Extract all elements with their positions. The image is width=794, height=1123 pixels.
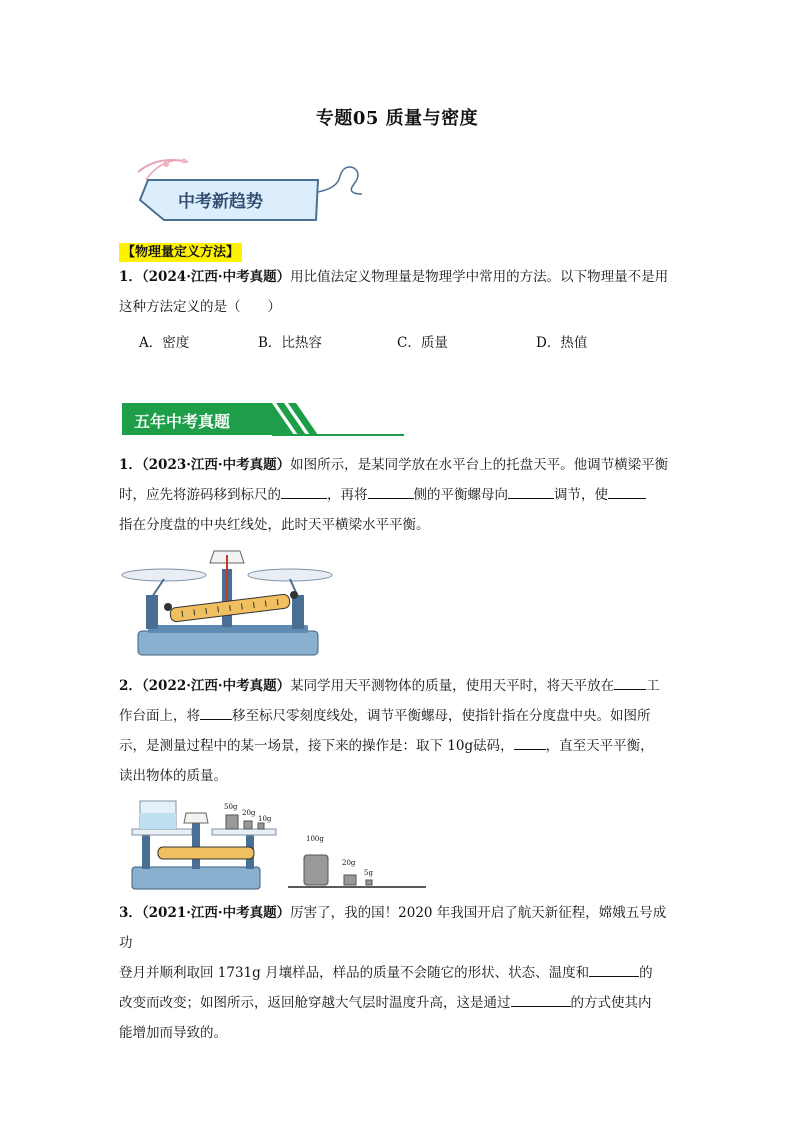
answer-blank[interactable] [281,484,327,499]
question-number: 1． [119,457,142,473]
option-a: A．密度 [139,335,190,351]
question-text: 某同学用天平测物体的质量，使用天平时，将天平放在 [290,678,615,694]
option-d: D．热值 [536,335,588,351]
question-text: 读出物体的质量。 [119,768,227,784]
question-text: 工 [646,678,660,694]
question-text: 改变而改变；如图所示，返回舱穿越大气层时温度升高，这是通过 [119,995,511,1011]
question-text: 的方式使其内 [570,995,652,1011]
question-source: （2022·江西·中考真题） [141,678,291,694]
weight-label-5g: 5g [364,869,373,877]
question-text: 如图所示，是某同学放在水平台上的托盘天平。他调节横梁平衡 [290,457,669,473]
option-b: B．比热容 [258,335,322,351]
question-text: 作台面上，将 [119,708,200,724]
question-intro [119,262,679,322]
balance-scale-icon [118,549,338,659]
answer-blank[interactable] [614,675,646,690]
answer-blank[interactable] [514,735,546,750]
question-text: 指在分度盘的中央红线处，此时天平横梁水平平衡。 [119,517,430,533]
question-text: 移至标尺零刻度线处，调节平衡螺母，使指针指在分度盘中央。如图所 [232,708,651,724]
answer-blank[interactable] [368,484,414,499]
question-text: ，直至天平平衡， [545,738,654,754]
weight-label-20g: 20g [242,809,256,817]
weight-label-50g: 50g [224,803,238,811]
weight-label-10g: 10g [258,815,272,823]
question-source: （2021·江西·中考真题） [141,905,291,921]
question-text: 时，应先将游码移到标尺的 [119,487,281,503]
question-number: 2． [119,678,142,694]
question-text: 这种方法定义的是（ ） [119,299,281,315]
question-text: 调节，使 [554,487,608,503]
exam-banner [122,403,407,437]
answer-blank[interactable] [511,992,571,1007]
question-text: 侧的平衡螺母向 [413,487,508,503]
question-text: ，再将 [327,487,368,503]
page-title: 专题05 质量与密度 [315,108,479,129]
question-text: 示，是测量过程中的某一场景，接下来的操作是：取下 10g砝码， [119,738,514,754]
trend-banner-text: 中考新趋势 [178,192,263,212]
question-number: 3． [119,905,142,921]
question-1 [119,450,679,540]
question-3 [119,898,679,1048]
balance-figure [118,549,338,659]
weight-label-100g: 100g [306,835,324,843]
answer-blank[interactable] [200,705,232,720]
answer-blank[interactable] [608,484,646,499]
question-source: （2024·江西·中考真题） [141,269,291,285]
section-tag: 【物理量定义方法】 [119,243,242,262]
trend-banner [118,150,378,230]
option-c: C．质量 [397,335,448,351]
question-text: 能增加而导致的。 [119,1025,227,1041]
balance-with-weights-icon [128,795,428,895]
question-number: 1． [119,269,142,285]
question-text: 用比值法定义物理量是物理学中常用的方法。以下物理量不是用 [290,269,669,285]
weight-label-20g-box: 20g [342,859,356,867]
question-source: （2023·江西·中考真题） [141,457,291,473]
question-text: 厉害了，我的国！2020 年我国开启了航天新征程，嫦娥五号成功 [119,905,667,951]
question-2 [119,671,679,791]
weighing-figure [128,795,428,895]
answer-blank[interactable] [508,484,554,499]
exam-banner-text: 五年中考真题 [134,412,231,431]
answer-blank[interactable] [589,962,639,977]
question-text: 登月并顺利取回 1731g 月壤样品，样品的质量不会随它的形状、状态、温度和 [119,965,590,981]
question-text: 的 [639,965,653,981]
